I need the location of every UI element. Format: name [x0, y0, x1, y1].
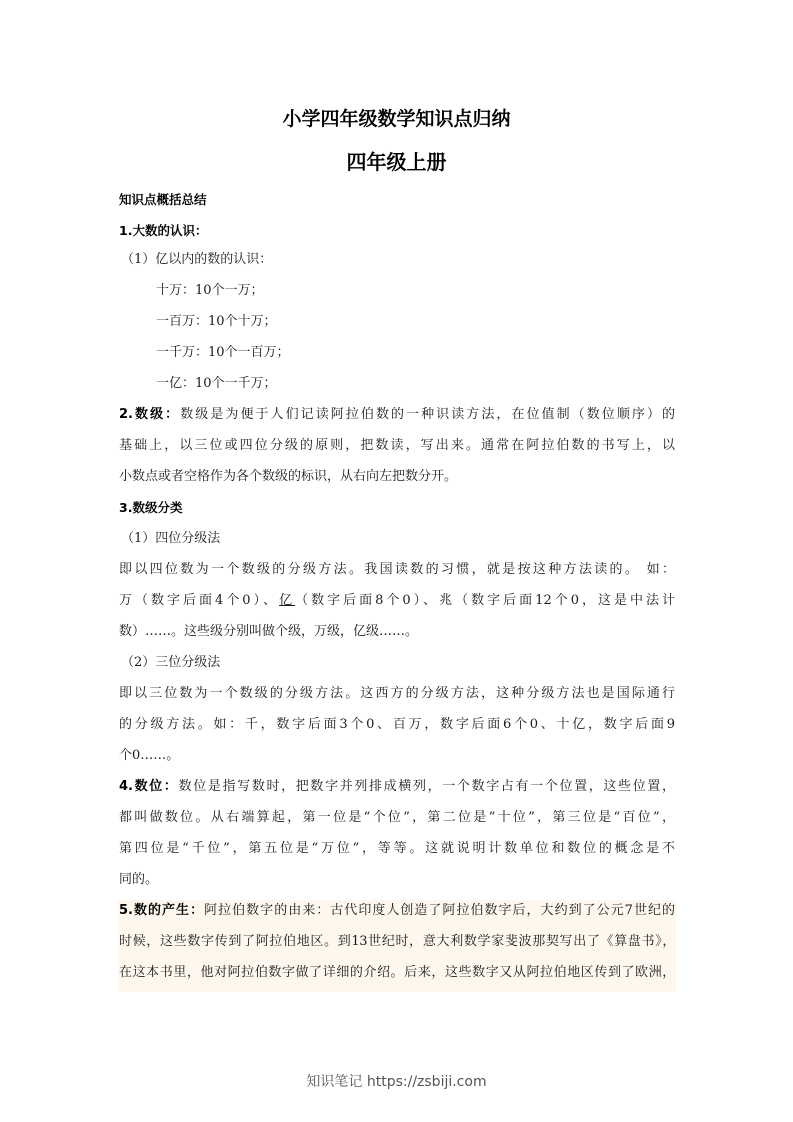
s3-line: 的分级方法。如：千，数字后面3个0、百万，数字后面6个0、十亿，数字后面9: [119, 717, 675, 732]
s3-line: 即以三位数为一个数级的分级方法。这西方的分级方法，这种分级方法也是国际通行: [119, 686, 675, 701]
s1-item: 一百万：10个十万；: [156, 314, 277, 329]
s3-line: 个0……。: [119, 748, 180, 763]
s3-line: [119, 592, 675, 610]
s4-line: 都叫做数位。从右端算起，第一位是“个位”，第二位是“十位”，第三位是“百位”，: [119, 810, 675, 825]
s1-subheading: （1）亿以内的数的认识：: [121, 252, 273, 267]
s4-line: [119, 778, 675, 796]
s5-line: [119, 902, 675, 920]
page-title: 小学四年级数学知识点归纳: [282, 108, 511, 130]
section-heading: 知识点概括总结: [119, 192, 207, 207]
s3-underlined-term: 亿: [279, 593, 296, 608]
s4-line: 第四位是“千位”，第五位是“万位”，等等。这就说明计数单位和数位的概念是不: [119, 841, 675, 856]
s3-heading: 3.数级分类: [119, 500, 183, 515]
s5-label: 5.数的产生：: [119, 903, 205, 918]
s3-line: 数）……。这些级分别叫做个级，万级，亿级……。: [119, 624, 419, 639]
s3-line: 即以四位数为一个数级的分级方法。我国读数的习惯，就是按这种方法读的。 如：: [119, 562, 675, 577]
s1-item: 一亿：10个一千万；: [156, 376, 277, 391]
s5-text: 阿拉伯数字的由来：古代印度人创造了阿拉伯数字后，大约到了公元7世纪的: [204, 903, 676, 918]
s3-text: 万（数字后面4个0）、: [119, 593, 280, 608]
page-subtitle: 四年级上册: [346, 150, 447, 174]
s3-subheading: （1）四位分级法: [121, 531, 221, 546]
s4-line: 同的。: [119, 872, 159, 887]
s4-label: 4.数位：: [119, 779, 179, 794]
s3-subheading: （2）三位分级法: [121, 655, 221, 670]
s1-item: 十万：10个一万；: [156, 283, 264, 298]
s5-line: 在这本书里，他对阿拉伯数字做了详细的介绍。后来，这些数字又从阿拉伯地区传到了欧洲，: [119, 965, 675, 980]
s4-text: 数位是指写数时，把数字并列排成横列，一个数字占有一个位置，这些位置，: [178, 779, 675, 794]
s2-line: [119, 406, 675, 424]
s2-line: 小数点或者空格作为各个数级的标识，从右向左把数分开。: [119, 469, 458, 484]
s2-line: 基础上，以三位或四位分级的原则，把数读，写出来。通常在阿拉伯数的书写上，以: [119, 438, 675, 453]
s2-text: 数级是为便于人们记读阿拉伯数的一种识读方法，在位值制（数位顺序）的: [180, 407, 675, 422]
s1-heading: 1.大数的认识：: [119, 223, 208, 238]
s1-item: 一千万：10个一百万；: [156, 345, 290, 360]
footer-watermark: 知识笔记 https://zsbiji.com: [306, 1074, 487, 1090]
s3-text: （数字后面8个0）、兆（数字后面12个0，这是中法计: [295, 593, 676, 608]
s2-label: 2.数级：: [119, 407, 181, 422]
s5-line: 时候，这些数字传到了阿拉伯地区。到13世纪时，意大利数学家斐波那契写出了《算盘书》，: [119, 934, 675, 949]
